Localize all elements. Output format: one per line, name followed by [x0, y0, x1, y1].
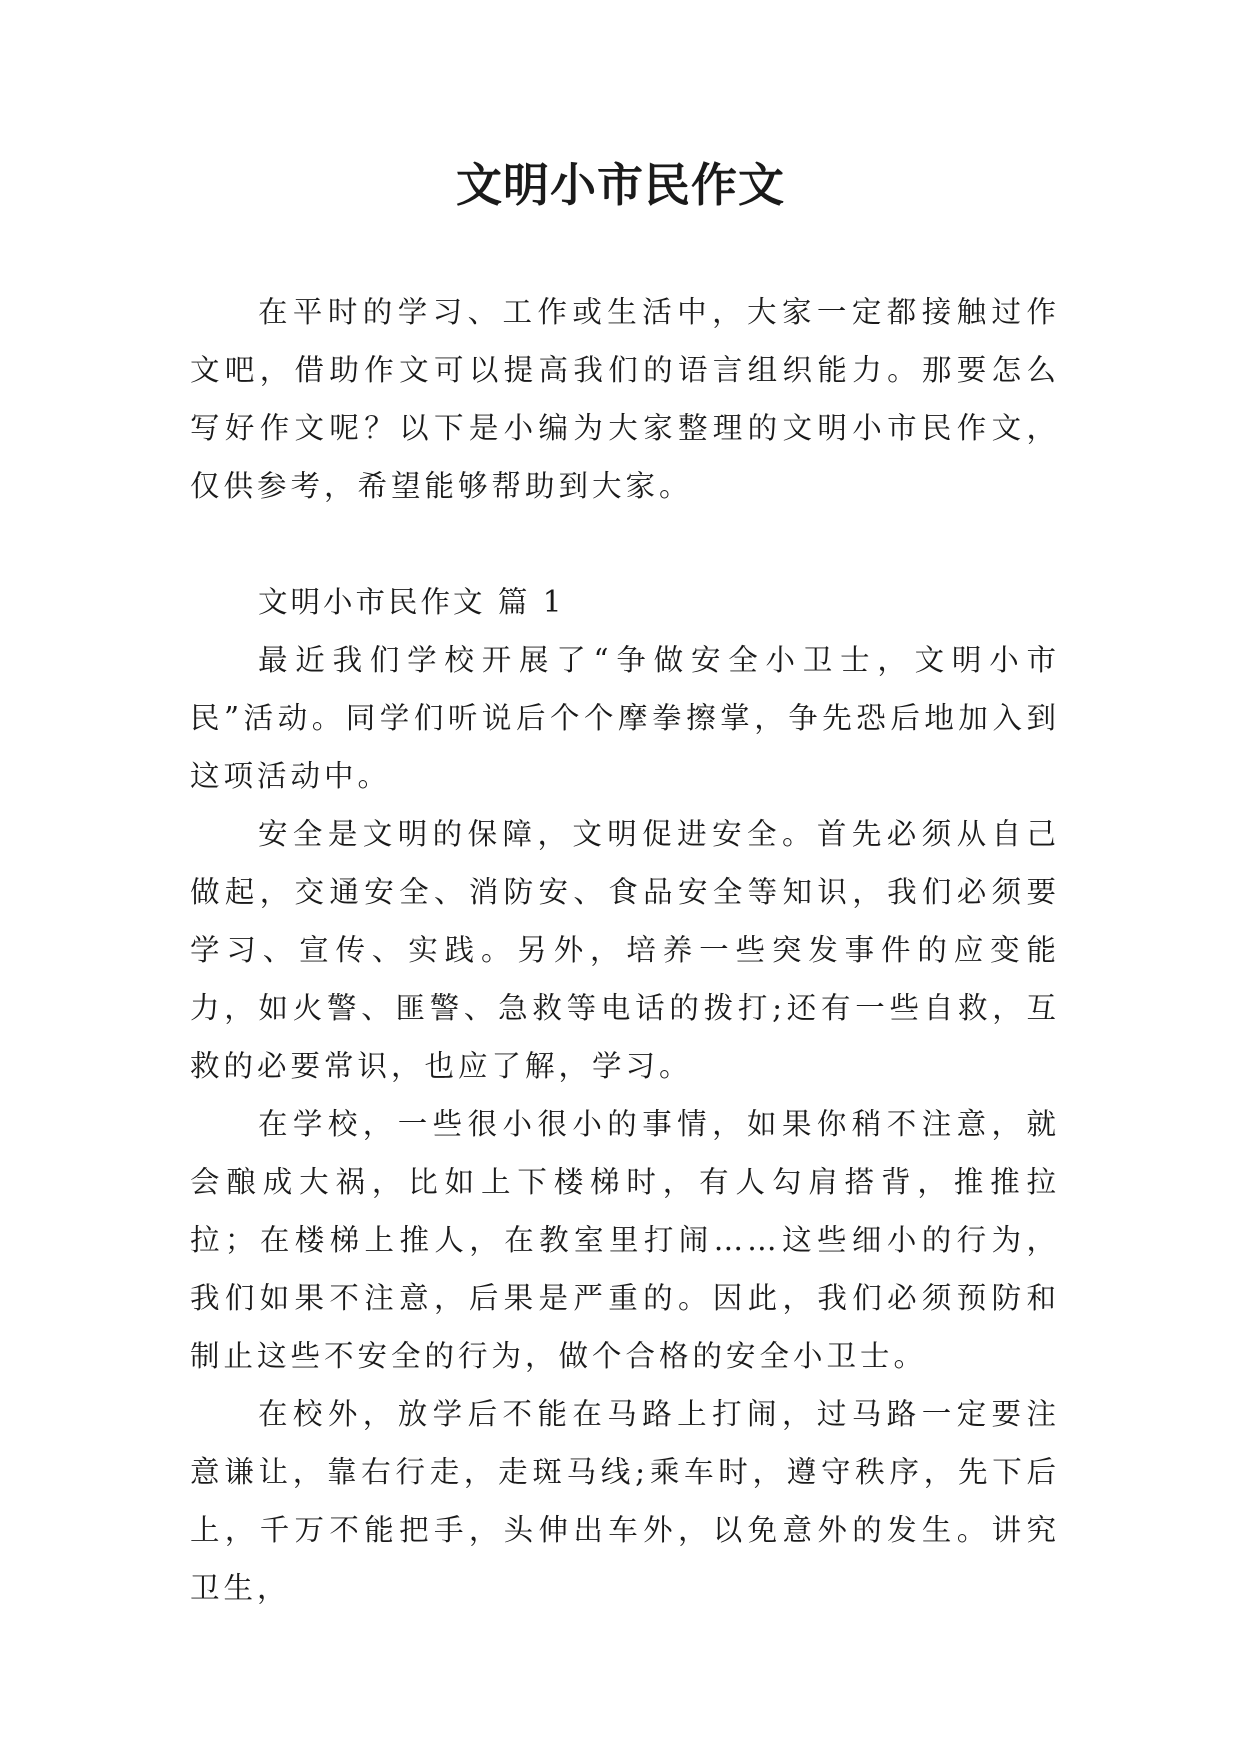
document-title: 文明小市民作文 — [456, 158, 785, 212]
body-paragraph: 最近我们学校开展了“争做安全小卫士，文明小市民”活动。同学们听说后个个摩拳擦掌，争先恐后地加入到这项活动中。 — [190, 643, 1060, 793]
section-heading: 文明小市民作文 篇 1 — [258, 585, 565, 619]
intro-paragraph: 在平时的学习、工作或生活中，大家一定都接触过作文吧，借助作文可以提高我们的语言组织能力。那要怎么写好作文呢？以下是小编为大家整理的文明小市民作文，仅供参考，希望能够帮助到大家。 — [190, 295, 1060, 503]
document-body — [190, 283, 1060, 1617]
body-paragraph: 安全是文明的保障，文明促进安全。首先必须从自己做起，交通安全、消防安、食品安全等知识，我们必须要学习、宣传、实践。另外，培养一些突发事件的应变能力，如火警、匪警、急救等电话的拨打;还有一些自救，互救的必要常识，也应了解，学习。 — [190, 817, 1060, 1083]
body-paragraph: 在学校，一些很小很小的事情，如果你稍不注意，就会酿成大祸，比如上下楼梯时，有人勾肩搭背，推推拉拉；在楼梯上推人，在教室里打闹……这些细小的行为，我们如果不注意，后果是严重的。因此，我们必须预防和制止这些不安全的行为，做个合格的安全小卫士。 — [190, 1107, 1060, 1373]
body-paragraph: 在校外，放学后不能在马路上打闹，过马路一定要注意谦让，靠右行走，走斑马线;乘车时，遵守秩序，先下后上，千万不能把手，头伸出车外，以免意外的发生。讲究卫生， — [190, 1397, 1060, 1605]
